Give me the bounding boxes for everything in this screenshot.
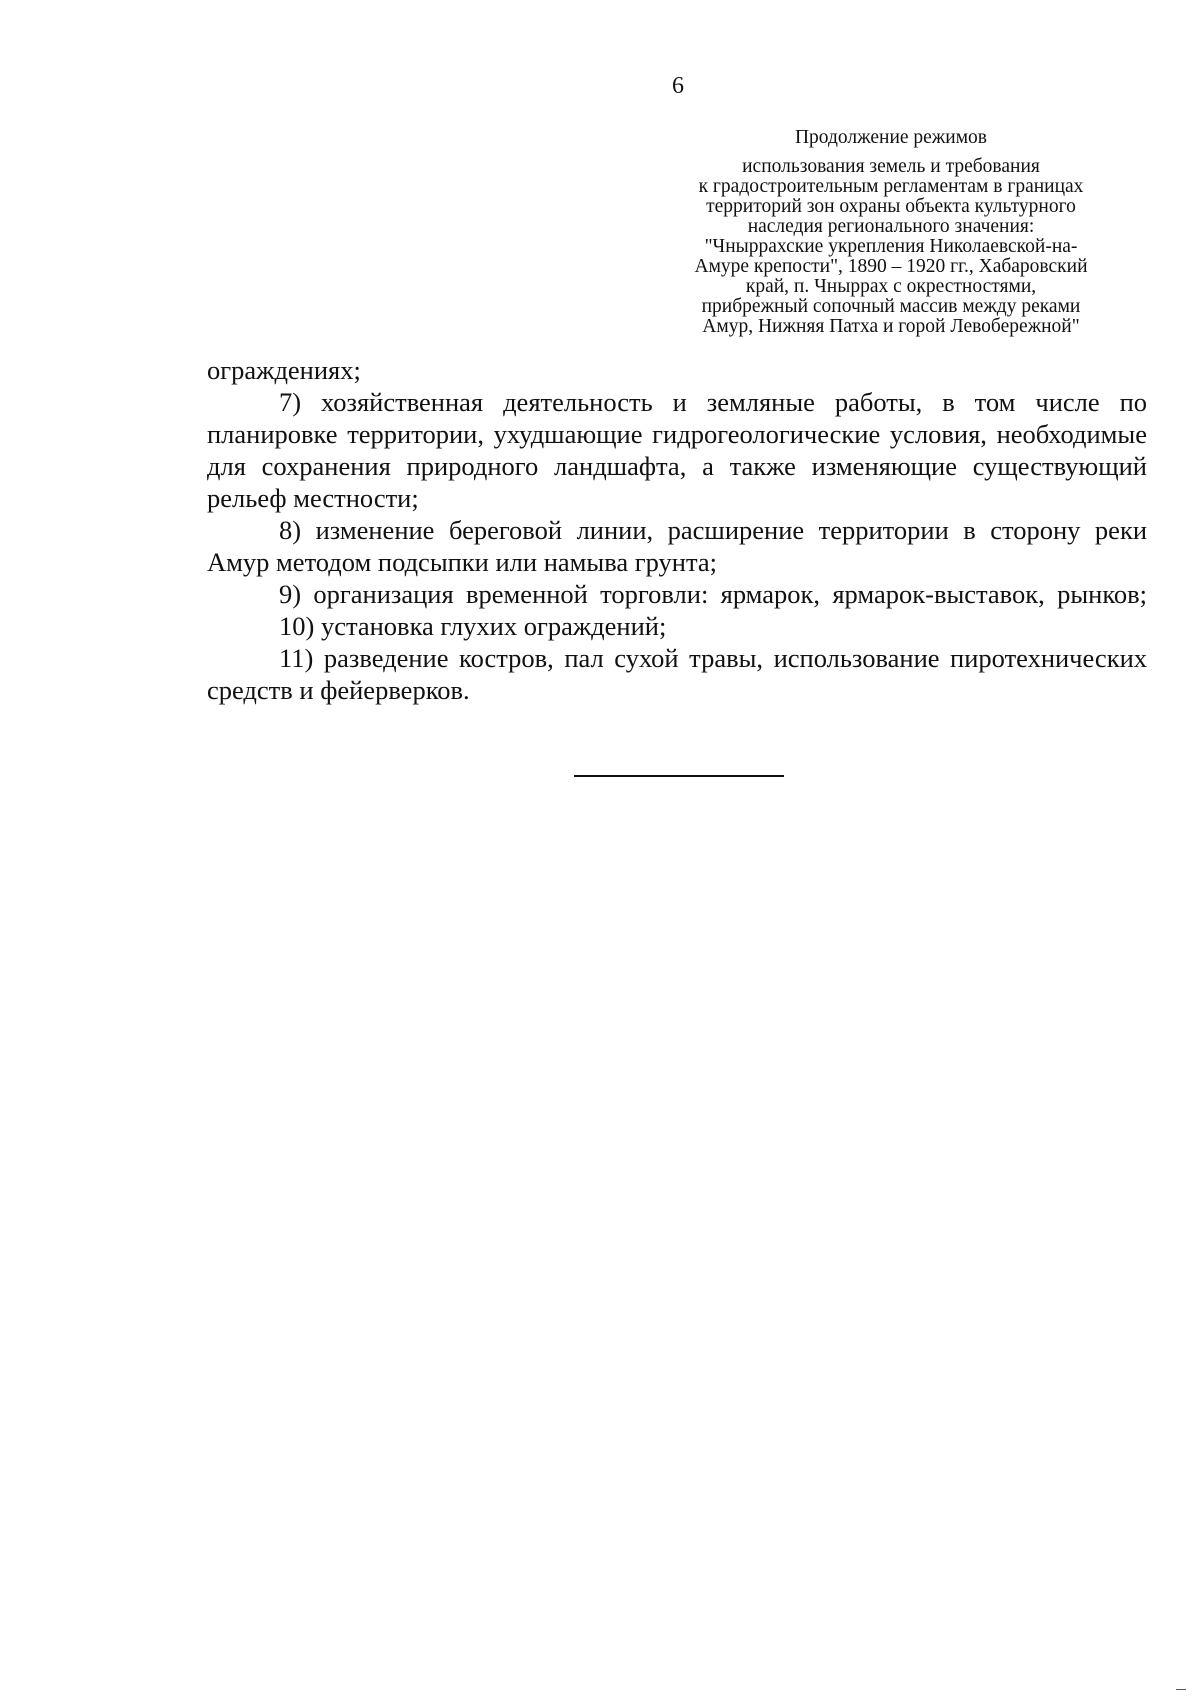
end-of-document-rule — [574, 775, 784, 777]
list-item-9: 9) организация временной торговли: ярмарок, ярмарок-выставок, рынков; — [279, 579, 1147, 609]
list-item-8: 8) изменение береговой линии, расширение территории в сторону реки Амур методом подсыпки или намыва грунта; — [207, 515, 1147, 577]
list-item-10: 10) установка глухих ограждений; — [279, 611, 667, 641]
scan-margin-mark — [1176, 1689, 1186, 1690]
heading-line: Амуре крепости", 1890 – 1920 гг., Хабаровский — [694, 256, 1088, 277]
heading-line: край, п. Чныррах с окрестностями, — [745, 276, 1037, 297]
heading-line: Амур, Нижняя Патха и горой Левобережной" — [702, 316, 1080, 337]
heading-title-line: Продолжение режимов — [794, 127, 988, 148]
heading-line: использования земель и требования — [742, 156, 1040, 177]
heading-line: наследия регионального значения: — [747, 216, 1035, 237]
appendix-heading — [642, 128, 1140, 337]
paragraph-continuation: ограждениях; — [207, 355, 361, 385]
page-number: 6 — [672, 73, 684, 99]
heading-line: территорий зон охраны объекта культурного — [706, 196, 1076, 217]
heading-line: к градостроительным регламентам в границах — [698, 176, 1084, 197]
list-item-7: 7) хозяйственная деятельность и земляные работы, в том числе по планировке территории, ухудшающие гидрогеологические условия, необходимые для сохранения природного ландшафта, а также изменяющие существующий рельеф местности; — [207, 387, 1147, 513]
heading-line: прибрежный сопочный массив между реками — [701, 296, 1081, 317]
list-item-11: 11) разведение костров, пал сухой травы, использование пиротехнических средств и фейерверков. — [207, 643, 1147, 705]
heading-line: "Чныррахские укрепления Николаевской-на- — [704, 236, 1078, 257]
body-text — [207, 354, 1147, 706]
